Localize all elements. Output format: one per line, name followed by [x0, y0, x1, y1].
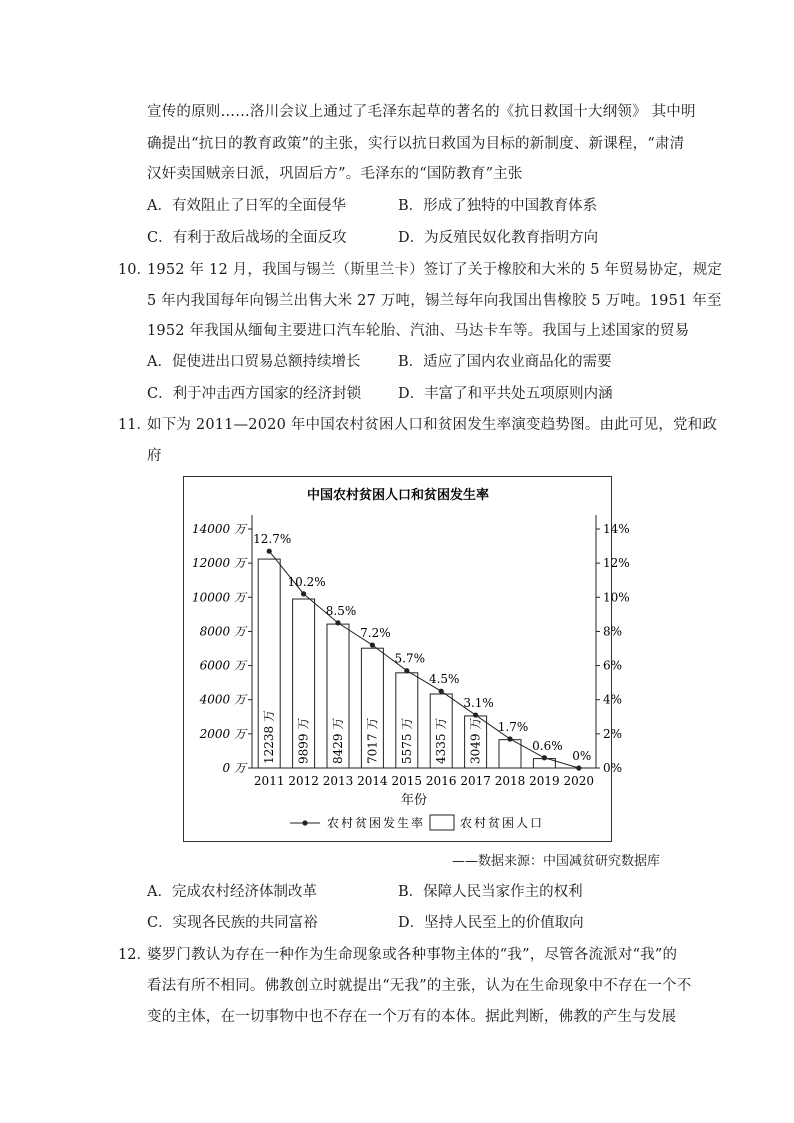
rate-label-2014: 7.2%	[360, 626, 391, 641]
chart-source: ——数据来源：中国减贫研究数据库	[452, 854, 661, 869]
q9-option-a[interactable]: A．有效阻止了日军的全面侵华	[147, 198, 346, 214]
rate-label-2017: 3.1%	[463, 696, 494, 711]
q10-option-d[interactable]: D．丰富了和平共处五项原则内涵	[398, 386, 613, 402]
rate-point-2019	[542, 755, 547, 760]
bar-label-2012: 9899 万	[296, 717, 311, 764]
legend-population-label: 农村贫困人口	[460, 816, 545, 830]
rate-label-2012: 10.2%	[287, 574, 326, 589]
rate-point-2011	[267, 549, 272, 554]
rate-point-2020	[576, 765, 581, 770]
rate-point-2013	[335, 620, 340, 625]
right-tick-label: 8%	[603, 624, 623, 639]
left-tick-label: 6000 万	[199, 658, 246, 673]
q11-number: 11．	[118, 417, 151, 433]
x-tick-label: 2018	[494, 774, 526, 788]
q10-option-b[interactable]: B．适应了国内农业商品化的需要	[398, 354, 612, 370]
right-tick-label: 0%	[603, 761, 623, 775]
q9-option-b[interactable]: B．形成了独特的中国教育体系	[398, 198, 598, 214]
x-tick-label: 2011	[253, 774, 285, 788]
q9-option-d[interactable]: D．为反殖民奴化教育指明方向	[398, 230, 599, 246]
left-tick-label: 8000 万	[199, 624, 246, 639]
q12-number: 12．	[118, 947, 151, 963]
rate-point-2018	[507, 736, 512, 741]
q9-line-3: 汉奸卖国贼亲日派，巩固后方”。毛泽东的“国防教育”主张	[147, 166, 523, 182]
chart-title: 中国农村贫困人口和贫困发生率	[306, 488, 490, 503]
left-tick-label: 12000 万	[192, 556, 246, 571]
rate-label-2015: 5.7%	[394, 651, 426, 666]
q11-option-c[interactable]: C．实现各民族的共同富裕	[147, 915, 318, 931]
x-tick-label: 2013	[322, 774, 354, 788]
bar-label-2017: 3049 万	[468, 717, 483, 764]
rate-label-2011: 12.7%	[253, 532, 292, 547]
left-tick-label: 2000 万	[199, 726, 246, 741]
q9-option-c[interactable]: C．有利于敌后战场的全面反攻	[147, 230, 347, 246]
x-tick-label: 2012	[288, 774, 319, 788]
rate-label-2013: 8.5%	[325, 603, 357, 618]
bar-label-2015: 5575 万	[399, 717, 414, 764]
x-tick-label: 2014	[357, 774, 388, 788]
right-tick-label: 2%	[603, 726, 623, 741]
x-tick-label: 2016	[425, 774, 457, 788]
q11-option-b[interactable]: B．保障人民当家作主的权利	[398, 884, 583, 900]
rate-point-2016	[439, 689, 444, 694]
bar-2018	[499, 740, 521, 768]
legend-rate-label: 农村贫困发生率	[327, 816, 426, 830]
poverty-chart	[183, 476, 630, 842]
rate-point-2012	[301, 591, 306, 596]
q9-line-2: 确提出“抗日的教育政策”的主张，实行以抗日救国为目标的新制度、新课程，“肃清	[147, 136, 685, 152]
x-axis-label: 年份	[400, 793, 428, 808]
q11-option-a[interactable]: A．完成农村经济体制改革	[147, 884, 317, 900]
x-tick-label: 2020	[563, 774, 595, 788]
rate-point-2015	[404, 668, 409, 673]
x-tick-label: 2019	[529, 774, 560, 788]
rate-point-2017	[473, 712, 478, 717]
right-tick-label: 6%	[603, 658, 623, 673]
bar-label-2014: 7017 万	[365, 717, 380, 764]
legend-line-marker	[302, 820, 307, 825]
q9-line-1: 宣传的原则……洛川会议上通过了毛泽东起草的著名的《抗日救国十大纲领》 其中明	[147, 104, 696, 120]
x-tick-label: 2015	[391, 774, 423, 788]
q10-option-a[interactable]: A．促使进出口贸易总额持续增长	[147, 354, 361, 370]
right-tick-label: 10%	[603, 590, 630, 605]
right-tick-label: 14%	[603, 522, 630, 536]
q12-line-2: 看法有所不相同。佛教创立时就提出“无我”的主张，认为在生命现象中不存在一个不	[147, 978, 692, 994]
q11-line-2: 府	[147, 448, 162, 464]
left-tick-label: 4000 万	[199, 692, 246, 707]
q12-line-1: 婆罗门教认为存在一种作为生命现象或各种事物主体的“我”，尽管各流派对“我”的	[147, 947, 678, 963]
right-tick-label: 12%	[603, 556, 630, 571]
left-tick-label: 0 万	[222, 761, 246, 775]
legend-bar-swatch	[430, 815, 454, 830]
rate-point-2014	[370, 642, 375, 647]
left-tick-label: 10000 万	[192, 590, 246, 605]
right-tick-label: 4%	[603, 692, 623, 707]
bar-label-2011: 12238 万	[262, 710, 277, 764]
rate-label-2019: 0.6%	[532, 738, 563, 753]
rate-label-2018: 1.7%	[497, 719, 529, 734]
poverty-chart-svg	[184, 477, 630, 843]
bar-label-2016: 4335 万	[434, 717, 449, 764]
rate-label-2020: 0%	[572, 749, 592, 763]
q10-line-1: 1952 年 12 月，我国与锡兰（斯里兰卡）签订了关于橡胶和大米的 5 年贸易协定，规定	[147, 262, 723, 278]
q11-option-d[interactable]: D．坚持人民至上的价值取向	[398, 915, 584, 931]
chart-legend	[290, 815, 544, 830]
q10-line-2: 5 年内我国每年向锡兰出售大米 27 万吨，锡兰每年向我国出售橡胶 5 万吨。1951 年至	[147, 293, 722, 309]
left-tick-label: 14000 万	[192, 522, 246, 536]
x-tick-label: 2017	[460, 774, 491, 788]
rate-label-2016: 4.5%	[428, 672, 460, 687]
q11-line-1: 如下为 2011—2020 年中国农村贫困人口和贫困发生率演变趋势图。由此可见，党和政	[147, 417, 718, 433]
bar-label-2013: 8429 万	[331, 717, 345, 764]
q12-line-3: 变的主体，在一切事物中也不存在一个万有的本体。据此判断，佛教的产生与发展	[147, 1009, 677, 1025]
q10-line-3: 1952 年我国从缅甸主要进口汽车轮胎、汽油、马达卡车等。我国与上述国家的贸易	[147, 323, 690, 339]
q10-number: 10．	[118, 262, 151, 278]
q10-option-c[interactable]: C．利于冲击西方国家的经济封锁	[147, 386, 362, 402]
